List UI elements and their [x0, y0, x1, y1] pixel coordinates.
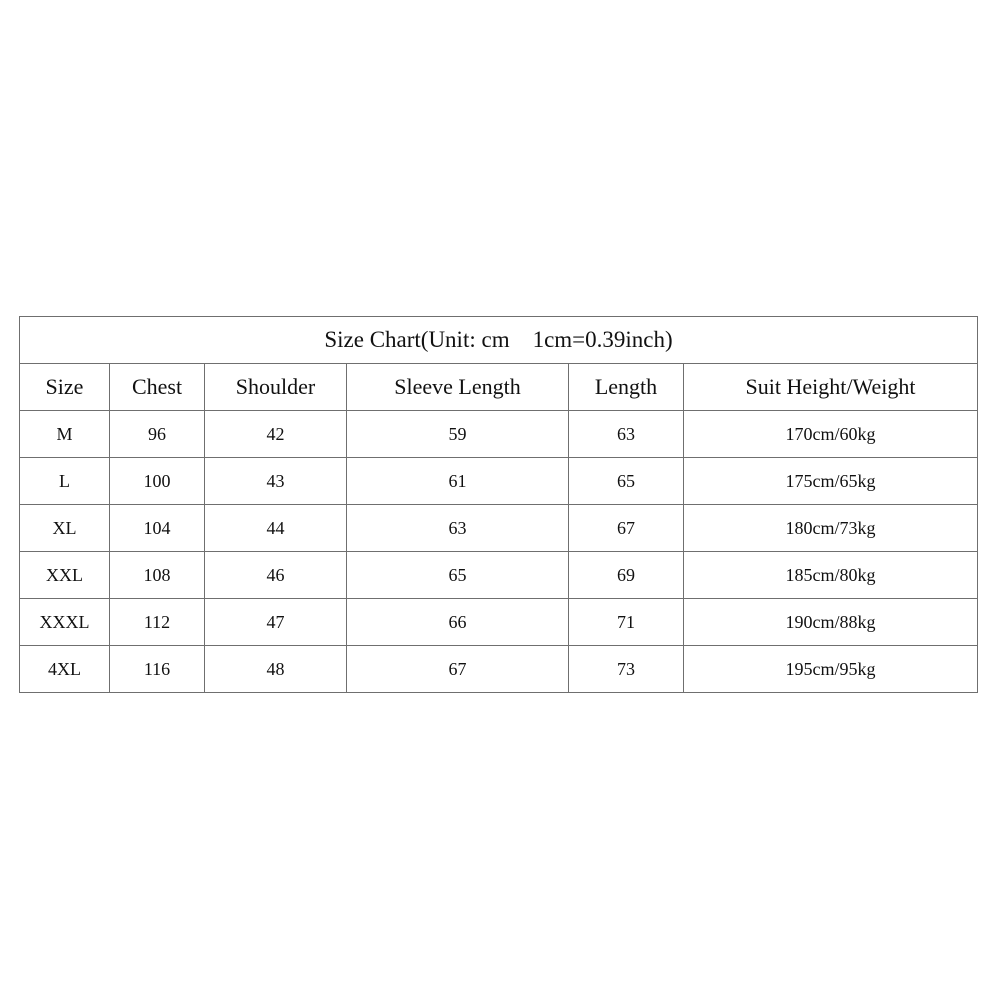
cell-chest: 116 — [110, 646, 205, 693]
table-row — [20, 646, 978, 693]
table-row — [20, 552, 978, 599]
header-size: Size — [20, 364, 110, 411]
cell-shoulder: 47 — [205, 599, 347, 646]
cell-length: 73 — [569, 646, 684, 693]
cell-suit-height-weight: 185cm/80kg — [684, 552, 978, 599]
cell-length: 67 — [569, 505, 684, 552]
cell-suit-height-weight: 180cm/73kg — [684, 505, 978, 552]
cell-shoulder: 43 — [205, 458, 347, 505]
table-row — [20, 411, 978, 458]
cell-shoulder: 44 — [205, 505, 347, 552]
cell-sleeve-length: 66 — [347, 599, 569, 646]
header-row — [20, 364, 978, 411]
cell-suit-height-weight: 175cm/65kg — [684, 458, 978, 505]
cell-sleeve-length: 59 — [347, 411, 569, 458]
cell-sleeve-length: 63 — [347, 505, 569, 552]
cell-size: XL — [20, 505, 110, 552]
table-row — [20, 458, 978, 505]
cell-length: 71 — [569, 599, 684, 646]
cell-chest: 112 — [110, 599, 205, 646]
header-shoulder: Shoulder — [205, 364, 347, 411]
size-chart-table — [19, 316, 978, 693]
table-row — [20, 505, 978, 552]
header-chest: Chest — [110, 364, 205, 411]
cell-size: M — [20, 411, 110, 458]
cell-chest: 96 — [110, 411, 205, 458]
cell-suit-height-weight: 195cm/95kg — [684, 646, 978, 693]
cell-chest: 104 — [110, 505, 205, 552]
cell-sleeve-length: 65 — [347, 552, 569, 599]
cell-chest: 108 — [110, 552, 205, 599]
cell-size: XXL — [20, 552, 110, 599]
cell-shoulder: 42 — [205, 411, 347, 458]
cell-length: 69 — [569, 552, 684, 599]
title-row — [20, 317, 978, 364]
cell-sleeve-length: 67 — [347, 646, 569, 693]
cell-size: L — [20, 458, 110, 505]
cell-size: 4XL — [20, 646, 110, 693]
header-length: Length — [569, 364, 684, 411]
cell-chest: 100 — [110, 458, 205, 505]
header-sleeve-length: Sleeve Length — [347, 364, 569, 411]
cell-length: 65 — [569, 458, 684, 505]
cell-size: XXXL — [20, 599, 110, 646]
cell-shoulder: 48 — [205, 646, 347, 693]
cell-suit-height-weight: 190cm/88kg — [684, 599, 978, 646]
table-row — [20, 599, 978, 646]
cell-length: 63 — [569, 411, 684, 458]
cell-suit-height-weight: 170cm/60kg — [684, 411, 978, 458]
table-title: Size Chart(Unit: cm 1cm=0.39inch) — [20, 317, 978, 364]
header-suit-height-weight: Suit Height/Weight — [684, 364, 978, 411]
cell-sleeve-length: 61 — [347, 458, 569, 505]
cell-shoulder: 46 — [205, 552, 347, 599]
